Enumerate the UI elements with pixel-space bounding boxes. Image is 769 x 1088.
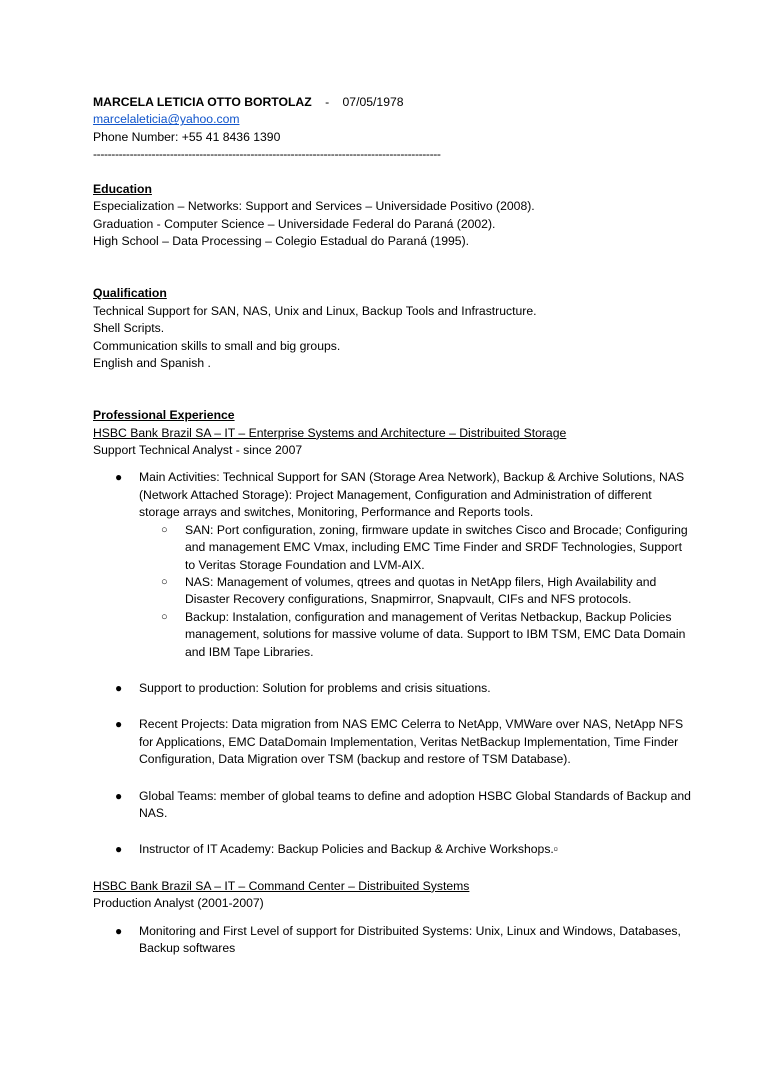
bullet-icon: ●: [115, 717, 123, 732]
education-item: Graduation - Computer Science – Universidade Federal do Paraná (2002).: [93, 216, 496, 231]
activity-text: Main Activities: Technical Support for SAN (Storage Area Network), Backup & Archive Solutions, NAS (Network Attached Storage): Project Management, Configuration and Administration of different storage arrays and switches, Monitoring, Performance and Reports tools.: [139, 470, 685, 520]
separator-line: -----------------------------------------------------------------------------------------------: [93, 147, 441, 162]
education-item: Especialization – Networks: Support and Services – Universidade Positivo (2008).: [93, 199, 535, 214]
header-line: [93, 94, 693, 111]
activity-text: Monitoring and First Level of support for Distribuited Systems: Unix, Linux and Windows, Databases, Backup softwares: [139, 923, 681, 956]
job1-company: HSBC Bank Brazil SA – IT – Enterprise Systems and Architecture – Distribuited Storage: [93, 425, 567, 440]
list-item: [93, 788, 693, 823]
list-item: [93, 680, 693, 697]
email-link[interactable]: marcelaleticia@yahoo.com: [93, 112, 240, 127]
education-item: High School – Data Processing – Colegio Estadual do Paraná (1995).: [93, 234, 470, 249]
job1-role: Support Technical Analyst - since 2007: [93, 443, 303, 458]
bullet-icon: ●: [115, 923, 123, 938]
subactivity-text: SAN: Port configuration, zoning, firmware update in switches Cisco and Brocade; Configuring and management EMC Vmax, including EMC Time Finder and SRDF Technologies, Support to Veritas Storage Foundation and LVM-AIX.: [185, 522, 688, 572]
qualification-item: Communication skills to small and big groups.: [93, 338, 341, 353]
list-item: [93, 716, 693, 768]
circle-bullet-icon: ○: [161, 610, 168, 623]
list-item: [93, 923, 693, 958]
bullet-icon: ●: [115, 470, 123, 485]
list-item: [139, 522, 693, 574]
resume-content: [93, 94, 693, 957]
activity-text: Recent Projects: Data migration from NAS EMC Celerra to NetApp, VMWare over NAS, NetApp NFS for Applications, EMC DataDomain Implementation, Veritas NetBackup Implementation, Time Finder Configuration, Data Migration over TSM (backup and restore of TSM Database).: [139, 717, 684, 767]
list-item: [139, 609, 693, 661]
list-item: [139, 574, 693, 609]
activity-text: Global Teams: member of global teams to define and adoption HSBC Global Standards of Backup and NAS.: [139, 788, 691, 820]
date-of-birth: 07/05/1978: [342, 95, 404, 109]
main-activities-sublist: [139, 522, 693, 661]
header-dash: -: [325, 95, 330, 109]
qualification-heading: Qualification: [93, 286, 167, 301]
bullet-icon: ●: [115, 680, 123, 695]
job1-activities-list: [93, 469, 693, 858]
circle-bullet-icon: ○: [161, 575, 168, 588]
subactivity-text: NAS: Management of volumes, qtrees and quotas in NetApp filers, High Availability and Disaster Recovery configurations, Snapmirror, Snapvault, CIFs and NFS protocols.: [185, 574, 657, 607]
experience-heading: Professional Experience: [93, 408, 235, 423]
qualification-item: Shell Scripts.: [93, 321, 165, 336]
candidate-name: MARCELA LETICIA OTTO BORTOLAZ: [93, 95, 312, 109]
qualification-item: English and Spanish .: [93, 356, 211, 371]
job2-role: Production Analyst (2001-2007): [93, 896, 264, 911]
bullet-icon: ●: [115, 842, 123, 857]
circle-bullet-icon: ○: [161, 523, 168, 536]
list-item: [93, 841, 693, 858]
education-heading: Education: [93, 182, 152, 197]
qualification-item: Technical Support for SAN, NAS, Unix and Linux, Backup Tools and Infrastructure.: [93, 303, 537, 318]
job2-company: HSBC Bank Brazil SA – IT – Command Center – Distribuited Systems: [93, 878, 470, 893]
activity-text: Instructor of IT Academy: Backup Policies and Backup & Archive Workshops.▫: [139, 842, 559, 857]
activity-text: Support to production: Solution for problems and crisis situations.: [139, 680, 491, 695]
job2-activities-list: [93, 923, 693, 958]
bullet-icon: ●: [115, 788, 123, 803]
list-item: [93, 469, 693, 660]
phone-number: Phone Number: +55 41 8436 1390: [93, 129, 281, 144]
subactivity-text: Backup: Instalation, configuration and management of Veritas Netbackup, Backup Policies management, solutions for massive volume of data. Support to IBM TSM, EMC Data Domain and IBM Tape Libraries.: [185, 609, 686, 659]
